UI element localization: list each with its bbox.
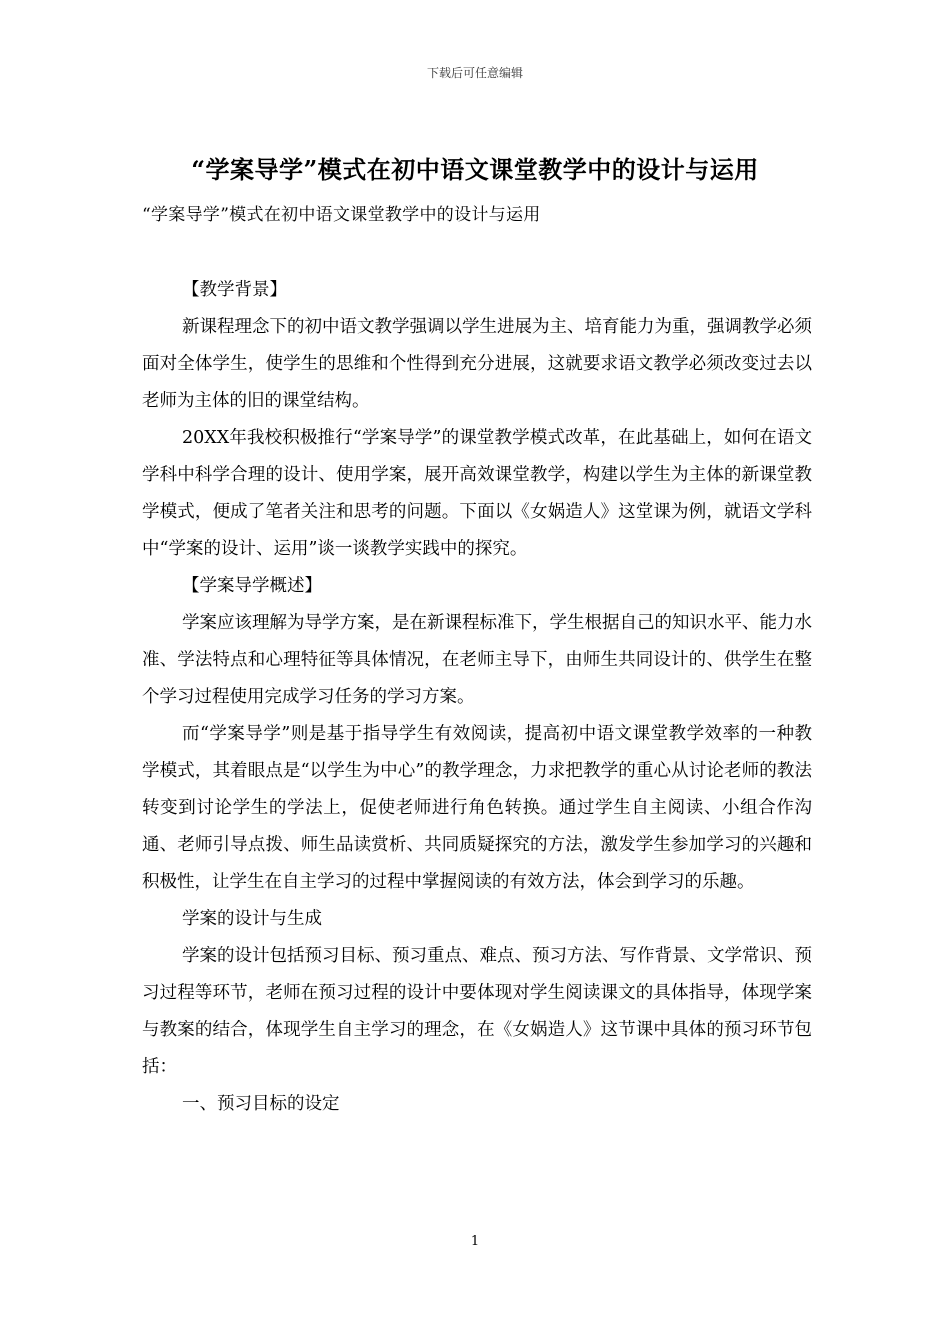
document-title: “学案导学”模式在初中语文课堂教学中的设计与运用 bbox=[191, 155, 759, 184]
header-note: 下载后可任意编辑 bbox=[426, 66, 523, 80]
page-number: 1 bbox=[470, 1234, 480, 1249]
paragraph: 而“学案导学”则是基于指导学生有效阅读，提高初中语文课堂教学效率的一种教学模式，其着眼点是“以学生为中心”的教学理念，力求把教学的重心从讨论老师的教法转变到讨论学生的学法上，促使老师进行角色转换。通过学生自主阅读、小组合作沟通、老师引导点拨、师生品读赏析、共同质疑探究的方法，激发学生参加学习的兴趣和积极性，让学生在自主学习的过程中掌握阅读的有效方法，体会到学习的乐趣。 bbox=[142, 724, 812, 892]
paragraph: 新课程理念下的初中语文教学强调以学生进展为主、培育能力为重，强调教学必须面对全体学生，使学生的思维和个性得到充分进展，这就要求语文教学必须改变过去以老师为主体的旧的课堂结构。 bbox=[142, 317, 812, 411]
paragraph: 20XX年我校积极推行“学案导学”的课堂教学模式改革，在此基础上，如何在语文学科中科学合理的设计、使用学案，展开高效课堂教学，构建以学生为主体的新课堂教学模式，便成了笔者关注和思考的问题。下面以《女娲造人》这堂课为例，就语文学科中“学案的设计、运用”谈一谈教学实践中的探究。 bbox=[142, 428, 812, 559]
document-subtitle: “学案导学”模式在初中语文课堂教学中的设计与运用 bbox=[142, 205, 541, 225]
section-heading-background: 【教学背景】 bbox=[182, 280, 287, 300]
subsection-heading: 一、预习目标的设定 bbox=[182, 1094, 340, 1114]
paragraph: 学案应该理解为导学方案，是在新课程标准下，学生根据自己的知识水平、能力水准、学法特点和心理特征等具体情况，在老师主导下，由师生共同设计的、供学生在整个学习过程使用完成学习任务的学习方案。 bbox=[142, 613, 812, 707]
document-body bbox=[142, 272, 812, 1123]
paragraph: 学案的设计包括预习目标、预习重点、难点、预习方法、写作背景、文学常识、预习过程等环节，老师在预习过程的设计中要体现对学生阅读课文的具体指导，体现学案与教案的结合，体现学生自主学习的理念，在《女娲造人》这节课中具体的预习环节包括： bbox=[142, 946, 812, 1077]
section-heading-overview: 【学案导学概述】 bbox=[182, 576, 322, 596]
section-heading-design: 学案的设计与生成 bbox=[182, 909, 322, 929]
